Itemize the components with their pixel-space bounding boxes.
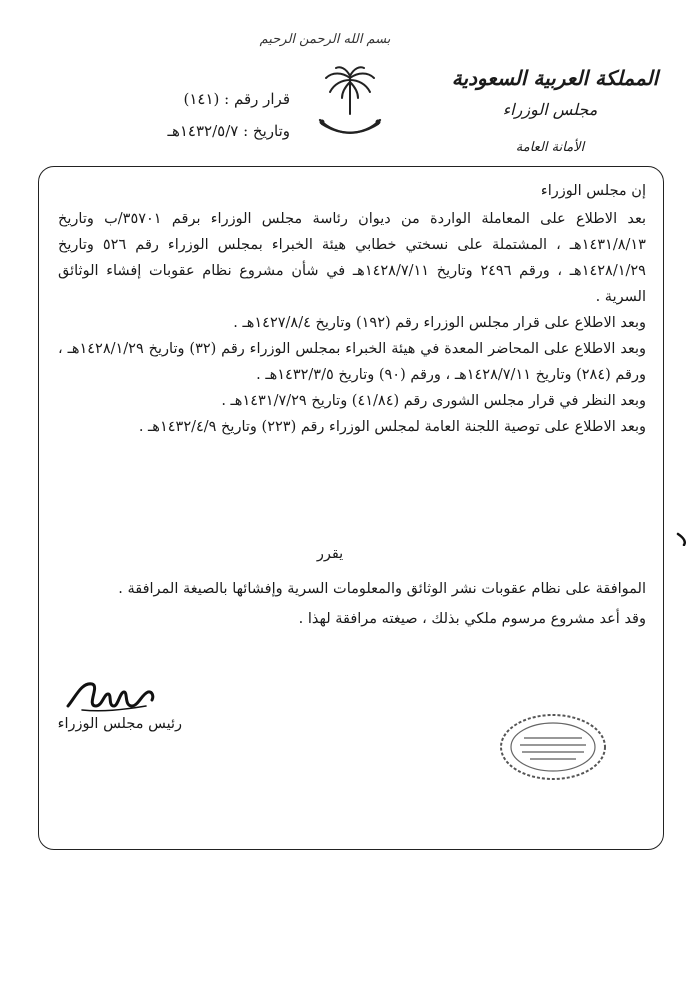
- decision-date: وتاريخ : ١٤٣٢/٥/٧هـ: [167, 122, 290, 140]
- paragraph-recital-1: بعد الاطلاع على المعاملة الواردة من ديوان رئاسة مجلس الوزراء برقم ٣٥٧٠١/ب وتاريخ ١٤٣١/٨/١٣هـ ، المشتملة على نسختي خطابي هيئة الخبراء بمجلس الوزراء رقم ٥٢٦ وتاريخ ١٤٢٨/١/٢٩هـ ، ورقم ٢٤٩٦ وتاريخ ١٤٢٨/٧/١١هـ في شأن مشروع نظام عقوبات إفشاء الوثائق السرية .: [58, 211, 647, 305]
- resolution-text: [58, 574, 646, 634]
- paragraph-recital-2: وبعد الاطلاع على قرار مجلس الوزراء رقم (١٩٢) وتاريخ ١٤٢٧/٨/٤هـ .: [233, 315, 646, 331]
- paragraph-recital-4: وبعد النظر في قرار مجلس الشورى رقم (٤١/٨٤) وتاريخ ١٤٣١/٧/٢٩هـ .: [221, 393, 646, 409]
- resolves-heading: يقرر: [316, 546, 344, 562]
- signature-icon: [62, 676, 162, 716]
- council-name: مجلس الوزراء: [502, 100, 598, 119]
- margin-mark-icon: [676, 532, 690, 546]
- basmala: بسم الله الرحمن الرحيم: [259, 32, 391, 47]
- signatory-title: رئيس مجلس الوزراء: [57, 716, 182, 732]
- decision-number: قرار رقم : (١٤١): [183, 90, 290, 108]
- official-seal-icon: [498, 712, 608, 782]
- general-secretariat: الأمانة العامة: [515, 140, 585, 155]
- paragraph-recital-5: وبعد الاطلاع على توصية اللجنة العامة لمجلس الوزراء رقم (٢٢٣) وتاريخ ١٤٣٢/٤/٩هـ .: [138, 419, 646, 435]
- decision-body: [58, 178, 646, 440]
- opening-line: إن مجلس الوزراء: [540, 183, 646, 199]
- palm-swords-emblem-icon: [312, 62, 388, 146]
- kingdom-name: المملكة العربية السعودية: [451, 66, 659, 90]
- resolution-line-1: الموافقة على نظام عقوبات نشر الوثائق والمعلومات السرية وإفشائها بالصيغة المرافقة .: [118, 581, 646, 597]
- resolution-line-2: وقد أعد مشروع مرسوم ملكي بذلك ، صيغته مرافقة لهذا .: [298, 611, 646, 627]
- paragraph-recital-3: وبعد الاطلاع على المحاضر المعدة في هيئة الخبراء بمجلس الوزراء رقم (٣٢) وتاريخ ١٤٢٨/١/٢٩هـ ، ورقم (٢٨٤) وتاريخ ١٤٢٨/٧/١١هـ ، ورقم (٩٠) وتاريخ ١٤٣٢/٣/٥هـ .: [58, 341, 646, 383]
